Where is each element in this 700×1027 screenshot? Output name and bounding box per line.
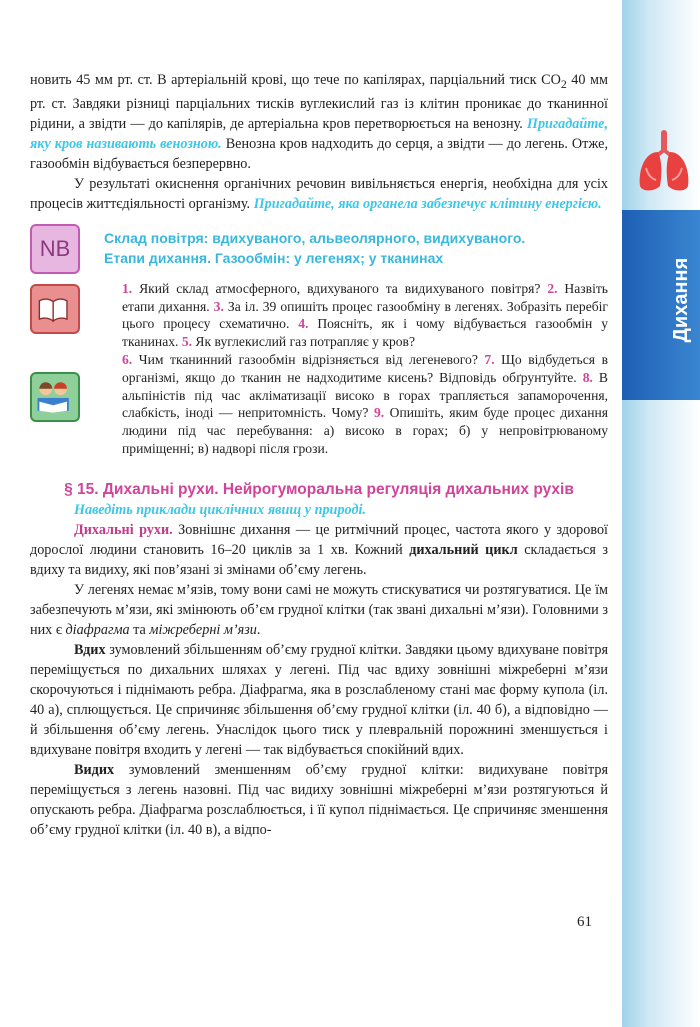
page-number: 61 [577,914,592,930]
nb-icon: NB [30,224,80,274]
paragraph-muscles: У легенях немає м’язів, тому вони самі не можуть стискуватися чи розтягуватися. Це їм забезпечують м’язи, які змінюють об’єм грудної клітки (так звані дихальні м’язи). Головними з них є діафрагма та міжреберні м’язи. [30,581,608,638]
chapter-sidebar [622,0,700,1027]
paragraph-inhale: Вдих зумовлений збільшенням об’єму грудної клітки. Завдяки цьому вдихуване повітря переміщується по дихальних шляхах у легені. Під час вдиху зовнішні міжреберні м’язи скорочуються і піднімають ребра. Діафрагма, яка в розслабленому стані має форму купола (іл. 40 а), сплющується. Це спричиняє збільшення об’єму грудної клітки (іл. 40 б), а відповідно — й збільшення об’єму легень. Унаслідок цього тиск у плевральній порожнині зменшується і вдихуване повітря входить у легені — так відбувається спокійний вдих. [30,641,608,758]
key-terms-text: Склад повітря: вдихуваного, альвеолярного, видихуваного. Етапи дихання. Газообмін: у легенях; у тканинах [104,229,526,266]
recall-hint-organelle: Пригадайте, яка органела забезпечує клітину енергією. [253,195,602,212]
questions-group-2: 6. Чим тканинний газообмін відрізняється від легеневого? 7. Що відбудеться в організмі, якщо до тканин не надходитиме кисень? Відповідь обґрунтуйте. 8. В альпіністів під час акліматизації високо в горах трапляється запаморочення, слабкість, іноді — непритомність. Чому? 9. Опишіть, яким буде процес дихання людини під час перебування: а) високо в горах; б) у непровітрюваному приміщенні; в) надворі після грози. [122,352,609,456]
questions-group-1: 1. Який склад атмосферного, вдихуваного та видихуваного повітря? 2. Назвіть етапи дихання. 3. За іл. 39 опишіть процес газообміну в легенях. Зобразіть перебіг цього процесу схематично. 4. Поясніть, як і чому відбувається газообмін у тканинах. 5. Як вуглекислий газ потрапляє у кров? [122,280,608,350]
task-prompt: Наведіть приклади циклічних явищ у природі. [74,501,366,518]
recall-hint: Пригадайте, яку кров називають венозною. [30,115,608,152]
paragraph-gas-exchange: новить 45 мм рт. ст. В артеріальній крові, що тече по капілярах, парціальний тиск $СО_2$ 40 мм рт. ст. Завдяки різниці парціальних тисків вуглекислий газ із клітин проникає до тканинної рідини, а звідти — до капілярів, де артеріальна кров перетворюється на венозну. Пригадайте, яку кров називають венозною. Венозна кров надходить до серця, а звідти — до легень. Отже, газообмін відбувається безперервно. [30,72,608,172]
section-title: § 15. Дихальні рухи. Нейрогуморальна регуляція дихальних рухів [64,480,574,498]
page-content [30,70,608,840]
paragraph-energy: У результаті окиснення органічних речовин вивільняється енергія, необхідна для усіх процесів життєдіяльності організму. Пригадайте, яка органела забезпечує клітину енергією. [30,175,608,212]
review-questions [30,280,608,458]
kids-reading-icon [30,372,80,422]
open-book-icon [30,284,80,334]
paragraph-exhale: Видих зумовлений зменшенням об’єму грудної клітки: видихуване повітря переміщується з легень назовні. Під час видиху зовнішні міжреберні м’язи розтягуються й опускають ребра. Діафрагма розслаблюється, і її купол піднімається. Це спричиняє зменшення об’єму грудної клітки (іл. 40 в), а відпо- [30,761,608,838]
key-terms-block [30,228,608,272]
chapter-label: Дихання [670,257,693,343]
paragraph-breathing-movements: Дихальні рухи. Зовнішнє дихання — це ритмічний процес, частота якого у здорової дорослої людини становить 16–20 циклів за 1 хв. Кожний дихальний цикл складається з вдиху та видиху, які пов’язані зі змінами об’єму легень. [30,521,608,578]
lungs-icon [636,128,692,194]
